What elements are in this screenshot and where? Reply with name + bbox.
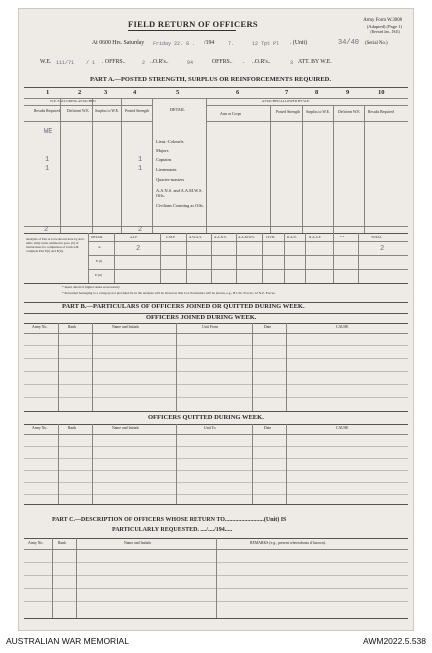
year-prefix: /194	[204, 40, 215, 46]
serial-value: 34/40	[338, 39, 360, 47]
handwritten-col4-captains: 1	[138, 156, 143, 164]
ors-value: 94	[187, 60, 194, 66]
rule	[24, 121, 152, 122]
ors2-value: 3	[290, 60, 294, 66]
handwritten-aif: 2	[136, 245, 141, 253]
ors2-label: ..O.R's..	[252, 59, 271, 65]
footnote-2: * Personnel belonging to a category not provided for in the analysis will be shown in this Col. Particulars will be shown, e.g., B U.K. Forces; 12 N.Z. Forces.	[62, 291, 276, 295]
joined-col-name: Name and Initials	[112, 325, 139, 329]
analysis-col-other: * *	[340, 235, 345, 239]
quitted-col-army-no: Army No.	[32, 426, 48, 430]
rule	[24, 283, 408, 284]
quitted-col-name: Name and Initials	[112, 426, 139, 430]
part-a-heading: PART A.—POSTED STRENGTH, SURPLUS OR REINFORCEMENTS REQUIRED.	[90, 76, 331, 83]
handwritten-we: WE	[44, 128, 53, 136]
quitted-heading: OFFICERS QUITTED DURING WEEK.	[148, 414, 264, 421]
att-label: ATT. BY W.E.	[298, 59, 332, 65]
joined-col-unit-from: Unit From	[202, 325, 218, 329]
we-sub: / 1	[86, 60, 96, 66]
rule	[24, 371, 408, 372]
col-head-results: Results Required	[34, 109, 61, 113]
joined-col-rank: Rank	[68, 325, 77, 329]
rule	[24, 434, 408, 435]
quitted-col-date: Date	[264, 426, 272, 430]
col-head-arm: Arm or Corps	[220, 112, 242, 116]
we-excluding-attached: W.E. EXCLUDING ATTACHED	[50, 99, 96, 103]
joined-col-cause: CAUSE	[336, 325, 349, 329]
rule	[364, 105, 365, 233]
revised-label: (Revised Jan., 1941)	[370, 30, 400, 34]
rule	[24, 105, 152, 106]
analysis-col-aans: A.A.N.S.	[214, 235, 227, 239]
rule	[24, 482, 408, 483]
rule	[206, 105, 408, 106]
we-label: W.E.	[40, 59, 52, 65]
rank-civilians: Civilians Counting as Offs.	[156, 203, 204, 208]
handwritten-total-col1: 2	[44, 226, 49, 234]
rank-qm: Quarter-masters	[156, 177, 185, 182]
analysis-col-detail: DETAIL	[91, 235, 103, 239]
rule	[24, 470, 408, 471]
analysis-row-e1: E.(i)	[96, 259, 103, 263]
col-number: 7	[285, 89, 289, 96]
rule	[286, 424, 287, 504]
rule	[176, 424, 177, 504]
attached-allowed: ATTACHED ALLOWED BY W.E.	[262, 99, 310, 103]
rule	[302, 105, 303, 233]
col-number: 3	[104, 89, 108, 96]
analysis-col-aif: A.I.F.	[130, 235, 138, 239]
rule	[24, 618, 408, 619]
rule	[88, 255, 408, 256]
we-value: 111/71	[56, 60, 75, 66]
rule	[152, 98, 153, 233]
rule	[252, 424, 253, 504]
quitted-col-unit-to: Unit To	[204, 426, 216, 430]
handwritten-col1-lieuts: 1	[45, 165, 50, 173]
col-number: 10	[378, 89, 385, 96]
serial-label: (Serial No.)	[365, 41, 388, 46]
col-number: 8	[315, 89, 319, 96]
rank-lieutenants: Lieutenants	[156, 167, 177, 172]
col-head-deficient: Deficient W.E.	[67, 109, 90, 113]
year-value: 7.	[228, 41, 235, 47]
offrs-label: . OFFRS..	[102, 59, 126, 65]
rule	[206, 121, 408, 122]
partc-col-name: Name and Initials	[124, 541, 151, 545]
rule	[88, 241, 408, 242]
footer-accession: AWM2022.5.538	[363, 636, 426, 646]
handwritten-col1-captains: 1	[45, 156, 50, 164]
partc-col-army-no: Army No.	[28, 541, 44, 545]
form-title: FIELD RETURN OF OFFICERS	[128, 19, 258, 29]
offrs-value: 2	[142, 60, 146, 66]
analysis-note: Analysis of Part A to be shown here by ALL units. Only units outlined in para. (b) of instructions for completion of form will complete Part E(i) and E(ii).	[26, 237, 85, 253]
rule	[121, 98, 122, 233]
rule	[24, 504, 408, 505]
handwritten-total-col4: 2	[138, 226, 143, 234]
col-head-posted-att: Posted Strength	[276, 110, 300, 114]
quitted-col-cause: CAUSE	[336, 426, 349, 430]
joined-heading: OFFICERS JOINED DURING WEEK.	[146, 314, 257, 321]
analysis-row-e2: E.(ii)	[95, 273, 103, 277]
rule	[24, 562, 408, 563]
analysis-col-total: TOTAL	[371, 235, 382, 239]
rule	[24, 411, 408, 412]
rank-majors: Majors	[156, 148, 169, 153]
analysis-col-civil: CIVIL	[266, 235, 276, 239]
rule	[333, 105, 334, 233]
col-head-deficient-att: Deficient W.E.	[338, 110, 361, 114]
col-head-surplus: Surplus to W.E.	[95, 109, 119, 113]
title-underline	[128, 30, 236, 31]
ors-label: ..O.R's..	[150, 59, 169, 65]
rule	[24, 397, 408, 398]
analysis-col-aamws: A.A.M.W.S.	[238, 235, 255, 239]
rule	[24, 494, 408, 495]
col-number: 1	[46, 89, 50, 96]
col-number: 5	[176, 89, 180, 96]
partc-col-rank: Rank	[58, 541, 67, 545]
rank-aans: A.A.N.S. and A.A.M.W.S. Offs.	[156, 188, 203, 198]
rule	[24, 358, 408, 359]
rule	[24, 226, 408, 227]
col-number: 4	[133, 89, 137, 96]
rule	[206, 98, 207, 233]
analysis-row-a: A.	[98, 245, 102, 249]
rule	[24, 323, 408, 324]
rule	[270, 105, 271, 233]
rule	[24, 601, 408, 602]
rule	[24, 424, 408, 425]
handwritten-total: 2	[380, 245, 385, 253]
rule	[76, 538, 77, 618]
joined-col-date: Date	[264, 325, 272, 329]
rule	[52, 538, 53, 618]
col-head-detail: DETAIL	[170, 107, 185, 112]
rule	[24, 588, 408, 589]
rule	[24, 575, 408, 576]
rule	[24, 233, 408, 234]
army-form-label: Army Form W.3008	[363, 18, 402, 23]
rule	[24, 446, 408, 447]
footer-institution: AUSTRALIAN WAR MEMORIAL	[6, 636, 129, 646]
handwritten-col4-lieuts: 1	[138, 165, 143, 173]
rule	[92, 424, 93, 504]
footnote-1: * Insert detail of higher ranks as necessary.	[62, 285, 121, 289]
unit-value: 12 Tpt Pl	[252, 41, 280, 47]
rule	[24, 333, 408, 334]
analysis-col-raaf: R.A.A.F.	[309, 235, 322, 239]
offrs2-label: OFFRS..	[212, 59, 233, 65]
col-number: 2	[78, 89, 82, 96]
part-c-line2: PARTICULARLY REQUESTED. ..../..../194.....	[112, 527, 233, 533]
rule	[24, 87, 408, 88]
offrs2-value: -	[242, 60, 246, 66]
col-number: 9	[346, 89, 350, 96]
rank-captains: Captains	[156, 157, 172, 162]
unit-label: . (Unit)	[290, 40, 308, 46]
col-number: 6	[236, 89, 240, 96]
rule	[216, 538, 217, 618]
analysis-col-ran: R.A.N.	[287, 235, 297, 239]
quitted-col-rank: Rank	[68, 426, 77, 430]
rule	[24, 384, 408, 385]
col-head-posted: Posted Strength	[125, 109, 149, 113]
at-hours-label: At 0600 Hrs. Saturday	[92, 40, 145, 46]
rule	[24, 345, 408, 346]
rule	[58, 424, 59, 504]
rule	[60, 98, 61, 233]
partc-col-remarks: REMARKS (e.g., present whereabouts if known).	[250, 541, 326, 545]
col-head-results-att: Results Required	[368, 110, 395, 114]
part-c-line1: PART C.—DESCRIPTION OF OFFICERS WHOSE RETURN TO..........................(Unit) IS	[52, 517, 287, 523]
part-b-heading: PART B.—PARTICULARS OF OFFICERS JOINED OR QUITTED DURING WEEK.	[62, 303, 305, 310]
rule	[88, 269, 408, 270]
analysis-col-cmf: C.M.F.	[166, 235, 176, 239]
joined-col-army-no: Army No.	[32, 325, 48, 329]
date-value: Friday 22. 8 .	[153, 41, 196, 47]
rule	[24, 458, 408, 459]
rank-lt-col: Lieut.-Colonels	[156, 139, 184, 144]
col-head-surplus-att: Surplus to W.E.	[306, 110, 330, 114]
analysis-col-awas: A.W.A.S.	[189, 235, 203, 239]
adapted-label: (Adapted) (Page 1)	[366, 24, 402, 29]
rule	[92, 98, 93, 233]
